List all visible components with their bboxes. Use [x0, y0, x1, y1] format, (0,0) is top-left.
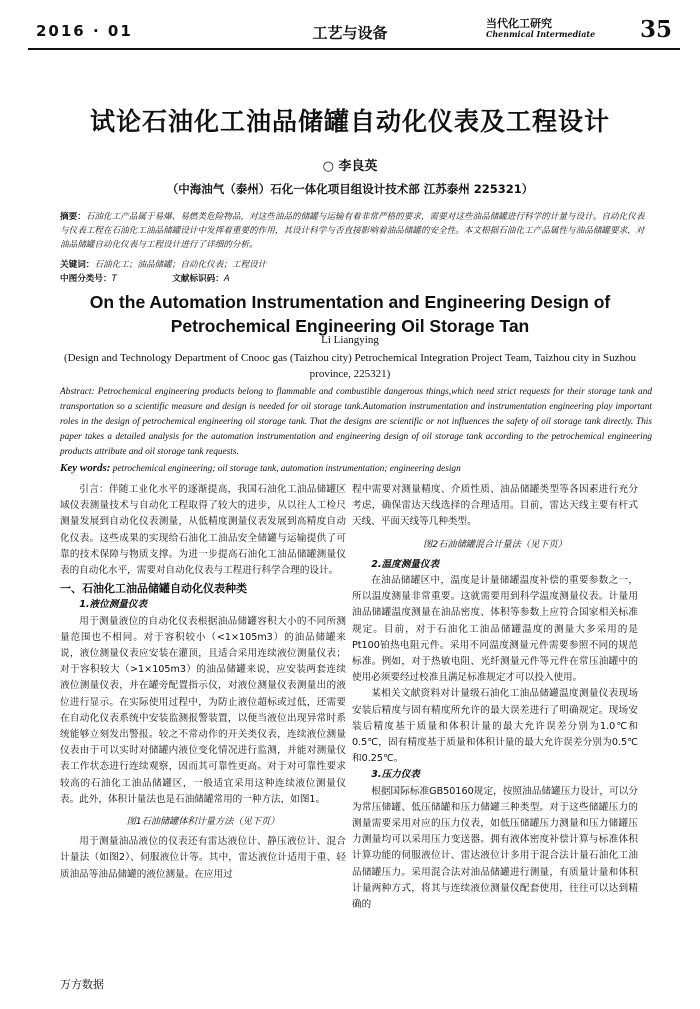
abstract-en-text: Petrochemical engineering products belong to flammable and combustible dangerous things,which need strict requests for their storage tank and transportation so a scientific measure and design is needed for oil storage tank.Automation instrumentation and instrumentation engineering play important roles in the design of petrochemical engineering oil storage tank. That the designs are scientific or not influences the safety of oil storage tank directly. This paper takes a detailed analysis for the automation instrumentation and engineering design of oil storage tank according to the petrochemical engineering products attribute and oil storage tank requests. [60, 387, 653, 457]
journal-name-cn: 当代化工研究 [486, 17, 552, 30]
paragraph: 用于测量油品液位的仪表还有雷达液位计、静压液位计、混合计量法（如图2）、伺服液位计等。其中，雷达液位计适用于重、轻质油品等油品储罐的液位测量。在应用过 [60, 836, 346, 880]
keywords-en-label: Key words: [60, 462, 111, 474]
keywords-label: 关键词： [60, 260, 95, 270]
journal-name-en: Chenmical Intermediate [486, 29, 596, 39]
article-title-cn: 试论石油化工油品储罐自动化仪表及工程设计 [89, 107, 610, 136]
paragraph: 程中需要对测量精度、介质性质、油品储罐类型等各因素进行充分考虑，确保雷达天线选择的合理适用。目前，雷达天线主要有杆式天线、平面天线等几种类型。 [352, 484, 638, 528]
clc-label: 中图分类号： [60, 274, 112, 284]
paragraph: 某相关文献资料对计量级石油化工油品储罐温度测量仪表现场安装后精度与固有精度所允许的最大误差进行了明确规定。现场安装后精度基于质量和体积计量的最大允许误差分别为1.0℃和0.5℃，固有精度基于质量和体积计量的最大允许误差分别为0.5℃和0.25℃。 [352, 688, 638, 765]
subheading-level-gauge: 1.液位测量仪表 [79, 599, 148, 611]
journal-logo [486, 18, 595, 40]
abstract-text: 石油化工产品属于易爆、易燃类危险物品，对这些油品的储罐与运输有着非常严格的要求，需要对这些油品储罐进行科学的计量与设计。自动化仪表与仪表工程在石油化工油品储罐设计中发挥着重要的作用，其设计科学与否直接影响着油品储罐的安全性。本文根据石油化工产品属性与油品储罐要求，对油品储罐自动化仪表与工程设计进行了详细的分析。 [60, 212, 645, 250]
body-column-left [60, 482, 346, 883]
abstract-label: 摘要： [60, 212, 86, 222]
issue-label: 2016 · 01 [36, 22, 133, 40]
affiliation-en: (Design and Technology Department of Cnooc gas (Taizhou city) Petrochemical Integration Project Team, Taizhou city in Suzhou province, 225321) [63, 352, 637, 380]
subheading-temperature: 2.温度测量仪表 [371, 558, 440, 570]
column-title: 工艺与设备 [312, 24, 388, 42]
body-column-right [352, 482, 638, 913]
section-heading-1: 一、石油化工油品储罐自动化仪表种类 [60, 582, 247, 596]
keywords-cn [60, 258, 266, 270]
source-watermark: 万方数据 [60, 978, 104, 991]
keywords-en-text: petrochemical engineering; oil storage tank, automation instrumentation; engineering design [112, 464, 461, 474]
keywords-en [60, 462, 660, 474]
figure-1-caption: 图1石油储罐体积计量方法（见下页） [126, 816, 280, 828]
abstract-en-label: Abstract: [60, 387, 95, 397]
clc-value: T [111, 274, 117, 284]
subheading-pressure: 3.压力仪表 [371, 769, 420, 781]
affiliation-cn: （中海油气（泰州）石化一体化项目组设计技术部 江苏泰州 225321） [166, 182, 534, 196]
doc-code-value: A [223, 274, 230, 284]
doc-code-label: 文献标识码： [172, 274, 224, 284]
article-title-en: On the Automation Instrumentation and Engineering Design of Petrochemical Engineering Oil Storage Tan [89, 292, 611, 336]
abstract-en [60, 385, 652, 460]
page-number: 35 [640, 16, 673, 43]
intro-paragraph: 引言：伴随工业化水平的逐渐提高，我国石油化工油品储罐区域仪表测量技术与自动化工程取得了较大的进步，从以往人工检尺测量发展到自动化仪表测量，从低精度测量仪表发展到高精度自动化仪表。这些成果的实现给石油化工油品安全储罐与运输提供了可靠的技术保障与物质支撑。为进一步提高石油化工油品储罐测量仪表的自动化水平，需要对自动化仪表与工程进行科学合理的设计。 [60, 484, 346, 577]
author-en: Li Liangying [321, 334, 379, 346]
paragraph: 用于测量液位的自动化仪表根据油品储罐容积大小的不同所测量范围也不相同。对于容积较小（<1×105m3）的油品储罐来说，液位测量仪表应安装在灌顶，且适合采用连续液位测量仪表；对于容积较大（>1×105m3）的油品储罐来说，应安装两套连续液位测量仪表，并在罐旁配置指示仪，对液位测量仪表测量出的液位进行显示。在实际使用过程中，为防止液位超标或过低，还需要在自动化仪表系统中安装监测报警装置，以便当液位出现异常时系统能够立刻发出警报。较之不常动作的开关类仪表，连续液位测量仪表由于可以实时对储罐内液位变化情况进行监测，并能对测量仪表工作状态进行连续观察，因而其可靠性更高。对于对可靠性要求较高的石油化工油品储罐区，一般适宜采用这种连续液位测量仪表。此外，体积计量法也是石油储罐常用的一种方法，如图1。 [60, 615, 346, 805]
classification-line [60, 272, 230, 284]
abstract-cn [60, 210, 652, 252]
header-rule [28, 48, 680, 50]
keywords-text: 石油化工；油品储罐；自动化仪表；工程设计 [94, 260, 267, 270]
figure-2-caption: 图2石油储罐混合计量法（见下页） [423, 538, 567, 550]
author-cn: ○ 李良英 [322, 159, 378, 174]
paragraph: 在油品储罐区中，温度是计量储罐温度补偿的重要参数之一，所以温度测量非常重要。这就需要用到科学温度测量仪表。计量用油品储罐温度测量在油品密度、体积等参数上应符合国家相关标准规定。目前，对于石油化工油品储罐温度的测量大多采用的是Pt100铂热电阻元件。采用不同温度测量元件需要参照不同的规范标准。例如，对于热敏电阻、光纤测量元件等元件在常压油罐中的使用必须要经过校准且满足标准规定才可以投入使用。 [352, 575, 638, 684]
paragraph: 根据国际标准GB50160规定，按照油品储罐压力设计，可以分为常压储罐、低压储罐和压力储罐三种类型。对于这些储罐压力的测量需要采用对应的压力仪表，如低压储罐压力测量和压力储罐压力测量均可以采用压力变送器。拥有液体密度补偿计算与标准体积计算功能的伺服液位计、雷达液位计多用于混合法计量石油化工油品储罐压力。采用混合法对油品储罐进行测量，有质量计量和体积计量两种方式，将其与连续液位测量仪配套使用，往往可以达到精确的 [352, 785, 638, 911]
